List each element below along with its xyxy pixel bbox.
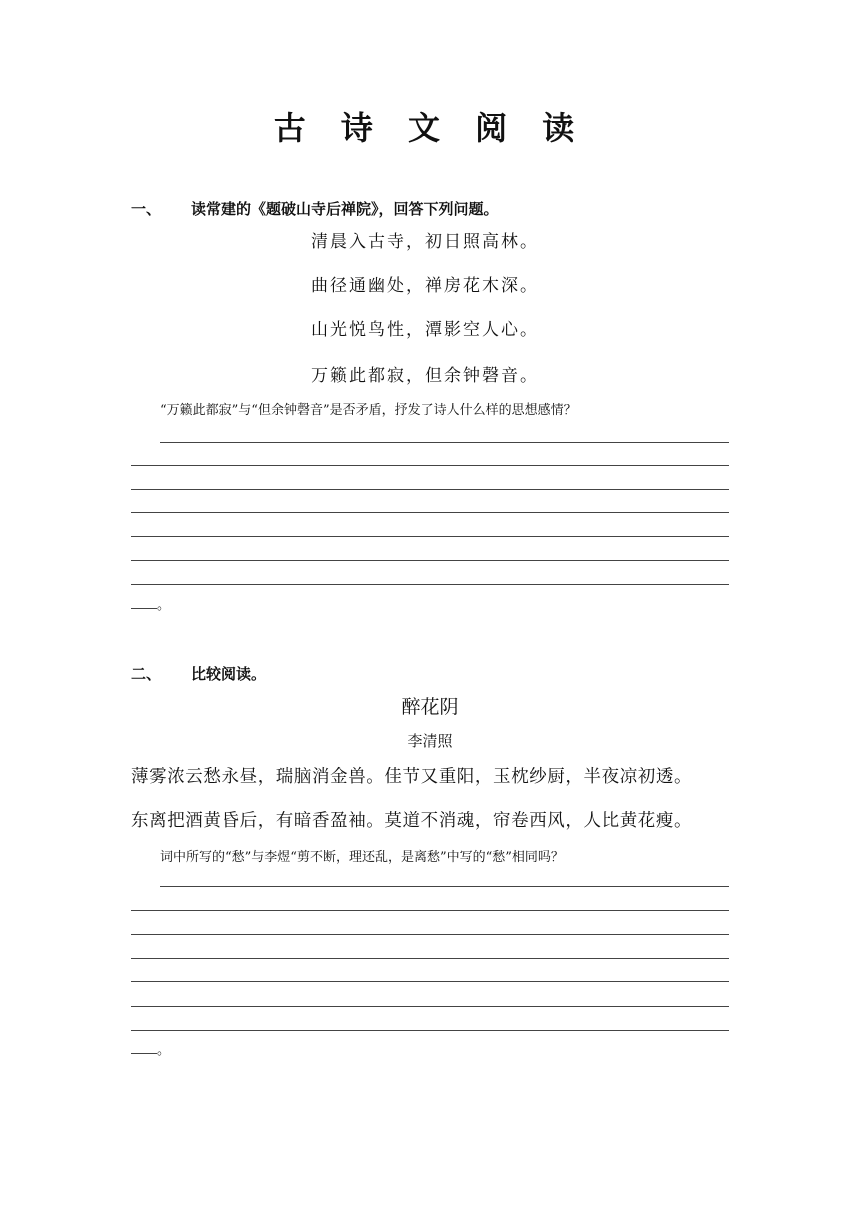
poem-line: 曲径通幽处，禅房花木深。 [311,276,539,296]
answer-line[interactable] [131,934,729,935]
answer-end-mark: 。 [157,598,171,613]
answer-stub [131,1053,157,1054]
answer-line-end[interactable] [131,598,170,614]
section-1-question: “万籁此都寂”与“但余钟磬音”是否矛盾，抒发了诗人什么样的思想感情？ [160,403,577,418]
answer-line[interactable] [131,1006,729,1007]
section-1-number: 一、 [131,200,162,218]
section-1-heading-text: 读常建的《题破山寺后禅院》，回答下列问题。 [191,200,499,218]
answer-line[interactable] [131,489,729,490]
answer-line[interactable] [160,886,729,887]
ci-line: 东离把酒黄昏后，有暗香盈袖。莫道不消魂，帘卷西风，人比黄花瘦。 [131,811,693,831]
poem-line: 万籁此都寂，但余钟磬音。 [311,366,539,386]
answer-line[interactable] [131,560,729,561]
answer-line[interactable] [160,442,729,443]
answer-line-end[interactable] [131,1043,170,1059]
ci-line: 薄雾浓云愁永昼，瑞脑消金兽。佳节又重阳，玉枕纱厨，半夜凉初透。 [131,767,693,787]
page-title: 古 诗 文 阅 读 [273,109,587,147]
answer-end-mark: 。 [157,1043,171,1058]
ci-author: 李清照 [407,732,453,750]
section-2-heading-text: 比较阅读。 [191,665,267,683]
answer-line[interactable] [131,981,729,982]
answer-line[interactable] [131,958,729,959]
poem-line: 清晨入古寺，初日照高林。 [311,232,539,252]
answer-line[interactable] [131,910,729,911]
answer-line[interactable] [131,512,729,513]
section-2-number: 二、 [131,665,162,683]
section-1-heading [131,199,499,219]
section-2-heading [131,664,266,684]
answer-stub [131,608,157,609]
ci-title: 醉花阴 [401,696,459,718]
answer-line[interactable] [131,584,729,585]
answer-line[interactable] [131,536,729,537]
answer-line[interactable] [131,465,729,466]
answer-line[interactable] [131,1030,729,1031]
section-2-question: 词中所写的“愁”与李煜“剪不断，理还乱，是离愁”中写的“愁”相同吗？ [160,850,564,865]
poem-line: 山光悦鸟性，潭影空人心。 [311,320,539,340]
